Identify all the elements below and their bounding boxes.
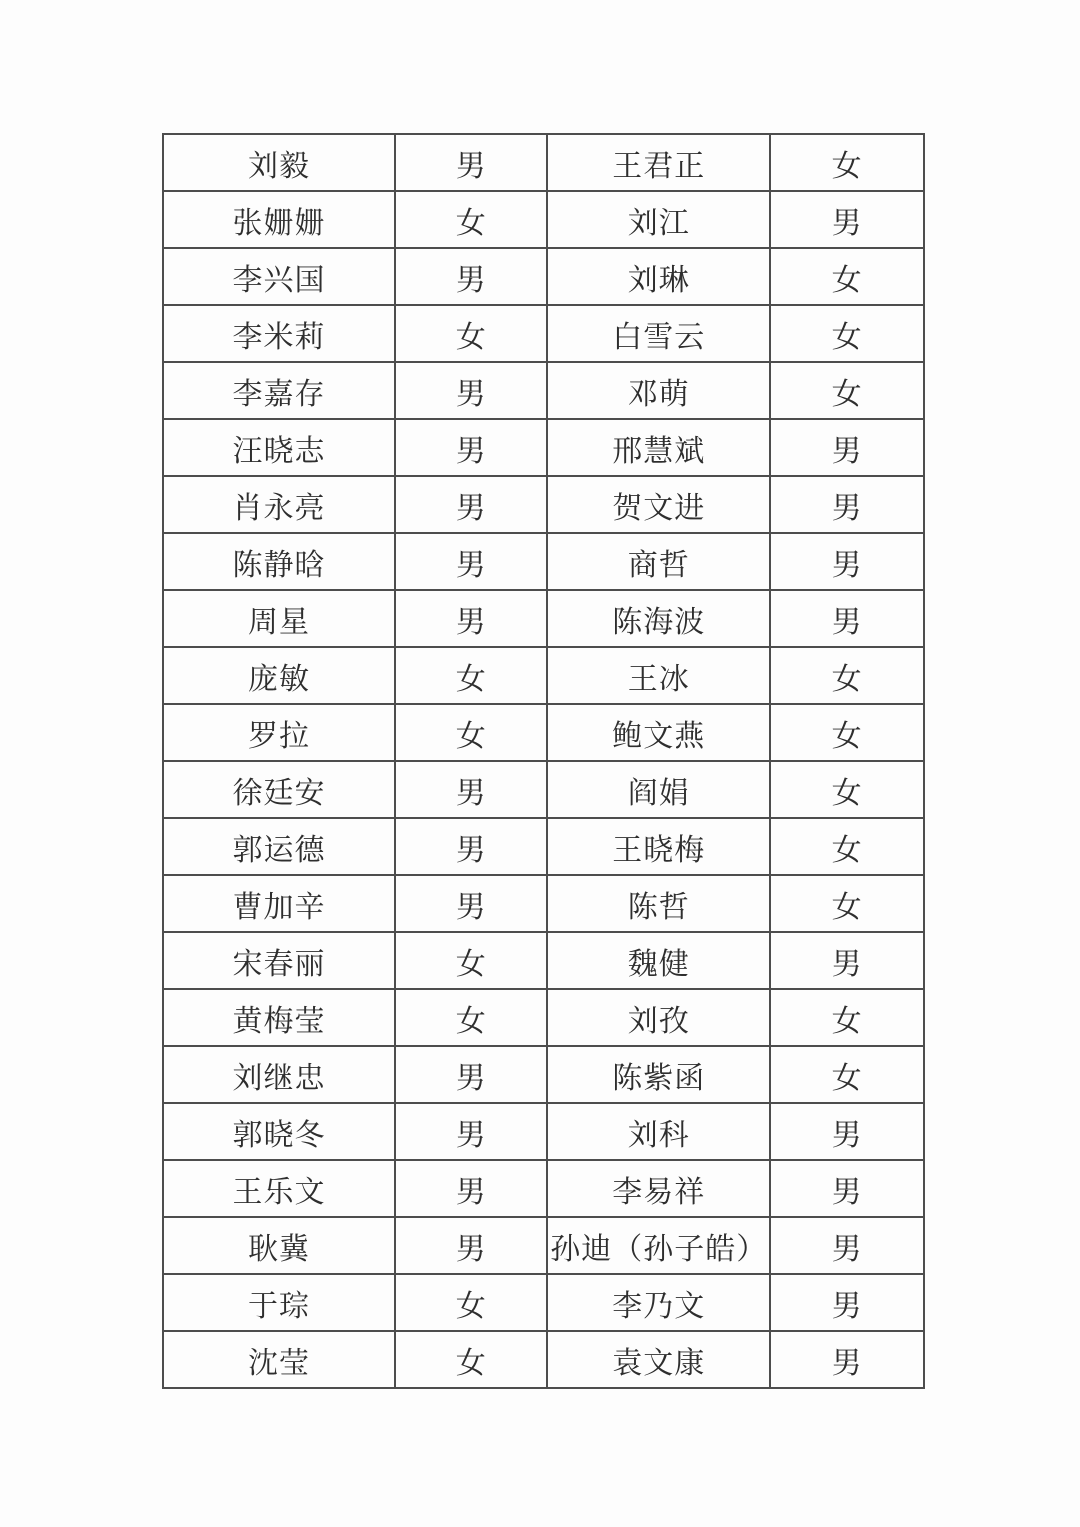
table-row xyxy=(163,305,924,362)
table-row xyxy=(163,1160,924,1217)
name-cell: 汪晓志 xyxy=(163,419,395,476)
gender-cell: 男 xyxy=(395,818,547,875)
gender-cell: 女 xyxy=(770,305,924,362)
table-row xyxy=(163,1046,924,1103)
name-cell: 肖永亮 xyxy=(163,476,395,533)
name-cell: 孙迪（孙子皓） xyxy=(547,1217,770,1274)
name-cell: 张姗姗 xyxy=(163,191,395,248)
name-cell: 李兴国 xyxy=(163,248,395,305)
name-cell: 曹加辛 xyxy=(163,875,395,932)
table-row xyxy=(163,1331,924,1388)
name-cell: 罗拉 xyxy=(163,704,395,761)
table-row xyxy=(163,248,924,305)
table-row xyxy=(163,134,924,191)
gender-cell: 男 xyxy=(770,533,924,590)
name-cell: 李易祥 xyxy=(547,1160,770,1217)
gender-cell: 男 xyxy=(395,419,547,476)
name-cell: 鲍文燕 xyxy=(547,704,770,761)
table-row xyxy=(163,1274,924,1331)
gender-cell: 男 xyxy=(770,476,924,533)
name-cell: 商哲 xyxy=(547,533,770,590)
table-row xyxy=(163,989,924,1046)
table-row xyxy=(163,533,924,590)
table-row xyxy=(163,647,924,704)
gender-cell: 女 xyxy=(395,989,547,1046)
gender-cell: 男 xyxy=(395,875,547,932)
table-row xyxy=(163,875,924,932)
gender-cell: 男 xyxy=(770,1103,924,1160)
gender-cell: 女 xyxy=(770,362,924,419)
name-cell: 于琮 xyxy=(163,1274,395,1331)
table-row xyxy=(163,419,924,476)
name-cell: 刘孜 xyxy=(547,989,770,1046)
gender-cell: 男 xyxy=(395,248,547,305)
gender-cell: 男 xyxy=(395,476,547,533)
name-cell: 陈静晗 xyxy=(163,533,395,590)
gender-cell: 女 xyxy=(770,134,924,191)
name-cell: 陈哲 xyxy=(547,875,770,932)
gender-cell: 男 xyxy=(770,1274,924,1331)
name-cell: 陈紫函 xyxy=(547,1046,770,1103)
name-cell: 李米莉 xyxy=(163,305,395,362)
name-cell: 王晓梅 xyxy=(547,818,770,875)
gender-cell: 男 xyxy=(395,1103,547,1160)
gender-cell: 男 xyxy=(395,362,547,419)
name-gender-table xyxy=(162,133,925,1389)
gender-cell: 男 xyxy=(770,419,924,476)
gender-cell: 女 xyxy=(770,647,924,704)
name-cell: 魏健 xyxy=(547,932,770,989)
name-cell: 郭运德 xyxy=(163,818,395,875)
name-cell: 白雪云 xyxy=(547,305,770,362)
name-cell: 刘琳 xyxy=(547,248,770,305)
gender-cell: 男 xyxy=(770,590,924,647)
gender-cell: 男 xyxy=(395,533,547,590)
table-body xyxy=(163,134,924,1388)
gender-cell: 男 xyxy=(395,1046,547,1103)
table-row xyxy=(163,1103,924,1160)
name-cell: 李嘉存 xyxy=(163,362,395,419)
name-cell: 阎娟 xyxy=(547,761,770,818)
table-row xyxy=(163,1217,924,1274)
gender-cell: 男 xyxy=(770,932,924,989)
gender-cell: 男 xyxy=(395,761,547,818)
table-row xyxy=(163,932,924,989)
gender-cell: 男 xyxy=(395,590,547,647)
gender-cell: 女 xyxy=(770,248,924,305)
gender-cell: 女 xyxy=(395,1274,547,1331)
gender-cell: 女 xyxy=(770,704,924,761)
table-row xyxy=(163,818,924,875)
name-cell: 贺文进 xyxy=(547,476,770,533)
gender-cell: 男 xyxy=(770,1217,924,1274)
gender-cell: 女 xyxy=(395,305,547,362)
name-cell: 王冰 xyxy=(547,647,770,704)
table-row xyxy=(163,704,924,761)
gender-cell: 女 xyxy=(770,818,924,875)
gender-cell: 男 xyxy=(770,1331,924,1388)
name-cell: 徐廷安 xyxy=(163,761,395,818)
name-cell: 宋春丽 xyxy=(163,932,395,989)
gender-cell: 女 xyxy=(770,1046,924,1103)
name-cell: 沈莹 xyxy=(163,1331,395,1388)
gender-cell: 女 xyxy=(770,989,924,1046)
name-cell: 王君正 xyxy=(547,134,770,191)
name-cell: 刘江 xyxy=(547,191,770,248)
name-cell: 周星 xyxy=(163,590,395,647)
name-cell: 黄梅莹 xyxy=(163,989,395,1046)
table-row xyxy=(163,476,924,533)
name-cell: 刘继忠 xyxy=(163,1046,395,1103)
gender-cell: 男 xyxy=(395,134,547,191)
name-cell: 李乃文 xyxy=(547,1274,770,1331)
name-cell: 耿冀 xyxy=(163,1217,395,1274)
name-cell: 邢慧斌 xyxy=(547,419,770,476)
gender-cell: 女 xyxy=(395,647,547,704)
table-row xyxy=(163,761,924,818)
gender-cell: 男 xyxy=(395,1217,547,1274)
name-cell: 邓萌 xyxy=(547,362,770,419)
name-cell: 刘科 xyxy=(547,1103,770,1160)
gender-cell: 女 xyxy=(770,875,924,932)
table-row xyxy=(163,362,924,419)
name-cell: 陈海波 xyxy=(547,590,770,647)
gender-cell: 男 xyxy=(770,1160,924,1217)
gender-cell: 女 xyxy=(395,704,547,761)
name-cell: 庞敏 xyxy=(163,647,395,704)
name-cell: 袁文康 xyxy=(547,1331,770,1388)
gender-cell: 女 xyxy=(395,932,547,989)
gender-cell: 男 xyxy=(395,1160,547,1217)
table-row xyxy=(163,191,924,248)
gender-cell: 男 xyxy=(770,191,924,248)
name-cell: 郭晓冬 xyxy=(163,1103,395,1160)
name-cell: 刘毅 xyxy=(163,134,395,191)
gender-cell: 女 xyxy=(395,1331,547,1388)
name-cell: 王乐文 xyxy=(163,1160,395,1217)
table-row xyxy=(163,590,924,647)
gender-cell: 女 xyxy=(770,761,924,818)
gender-cell: 女 xyxy=(395,191,547,248)
